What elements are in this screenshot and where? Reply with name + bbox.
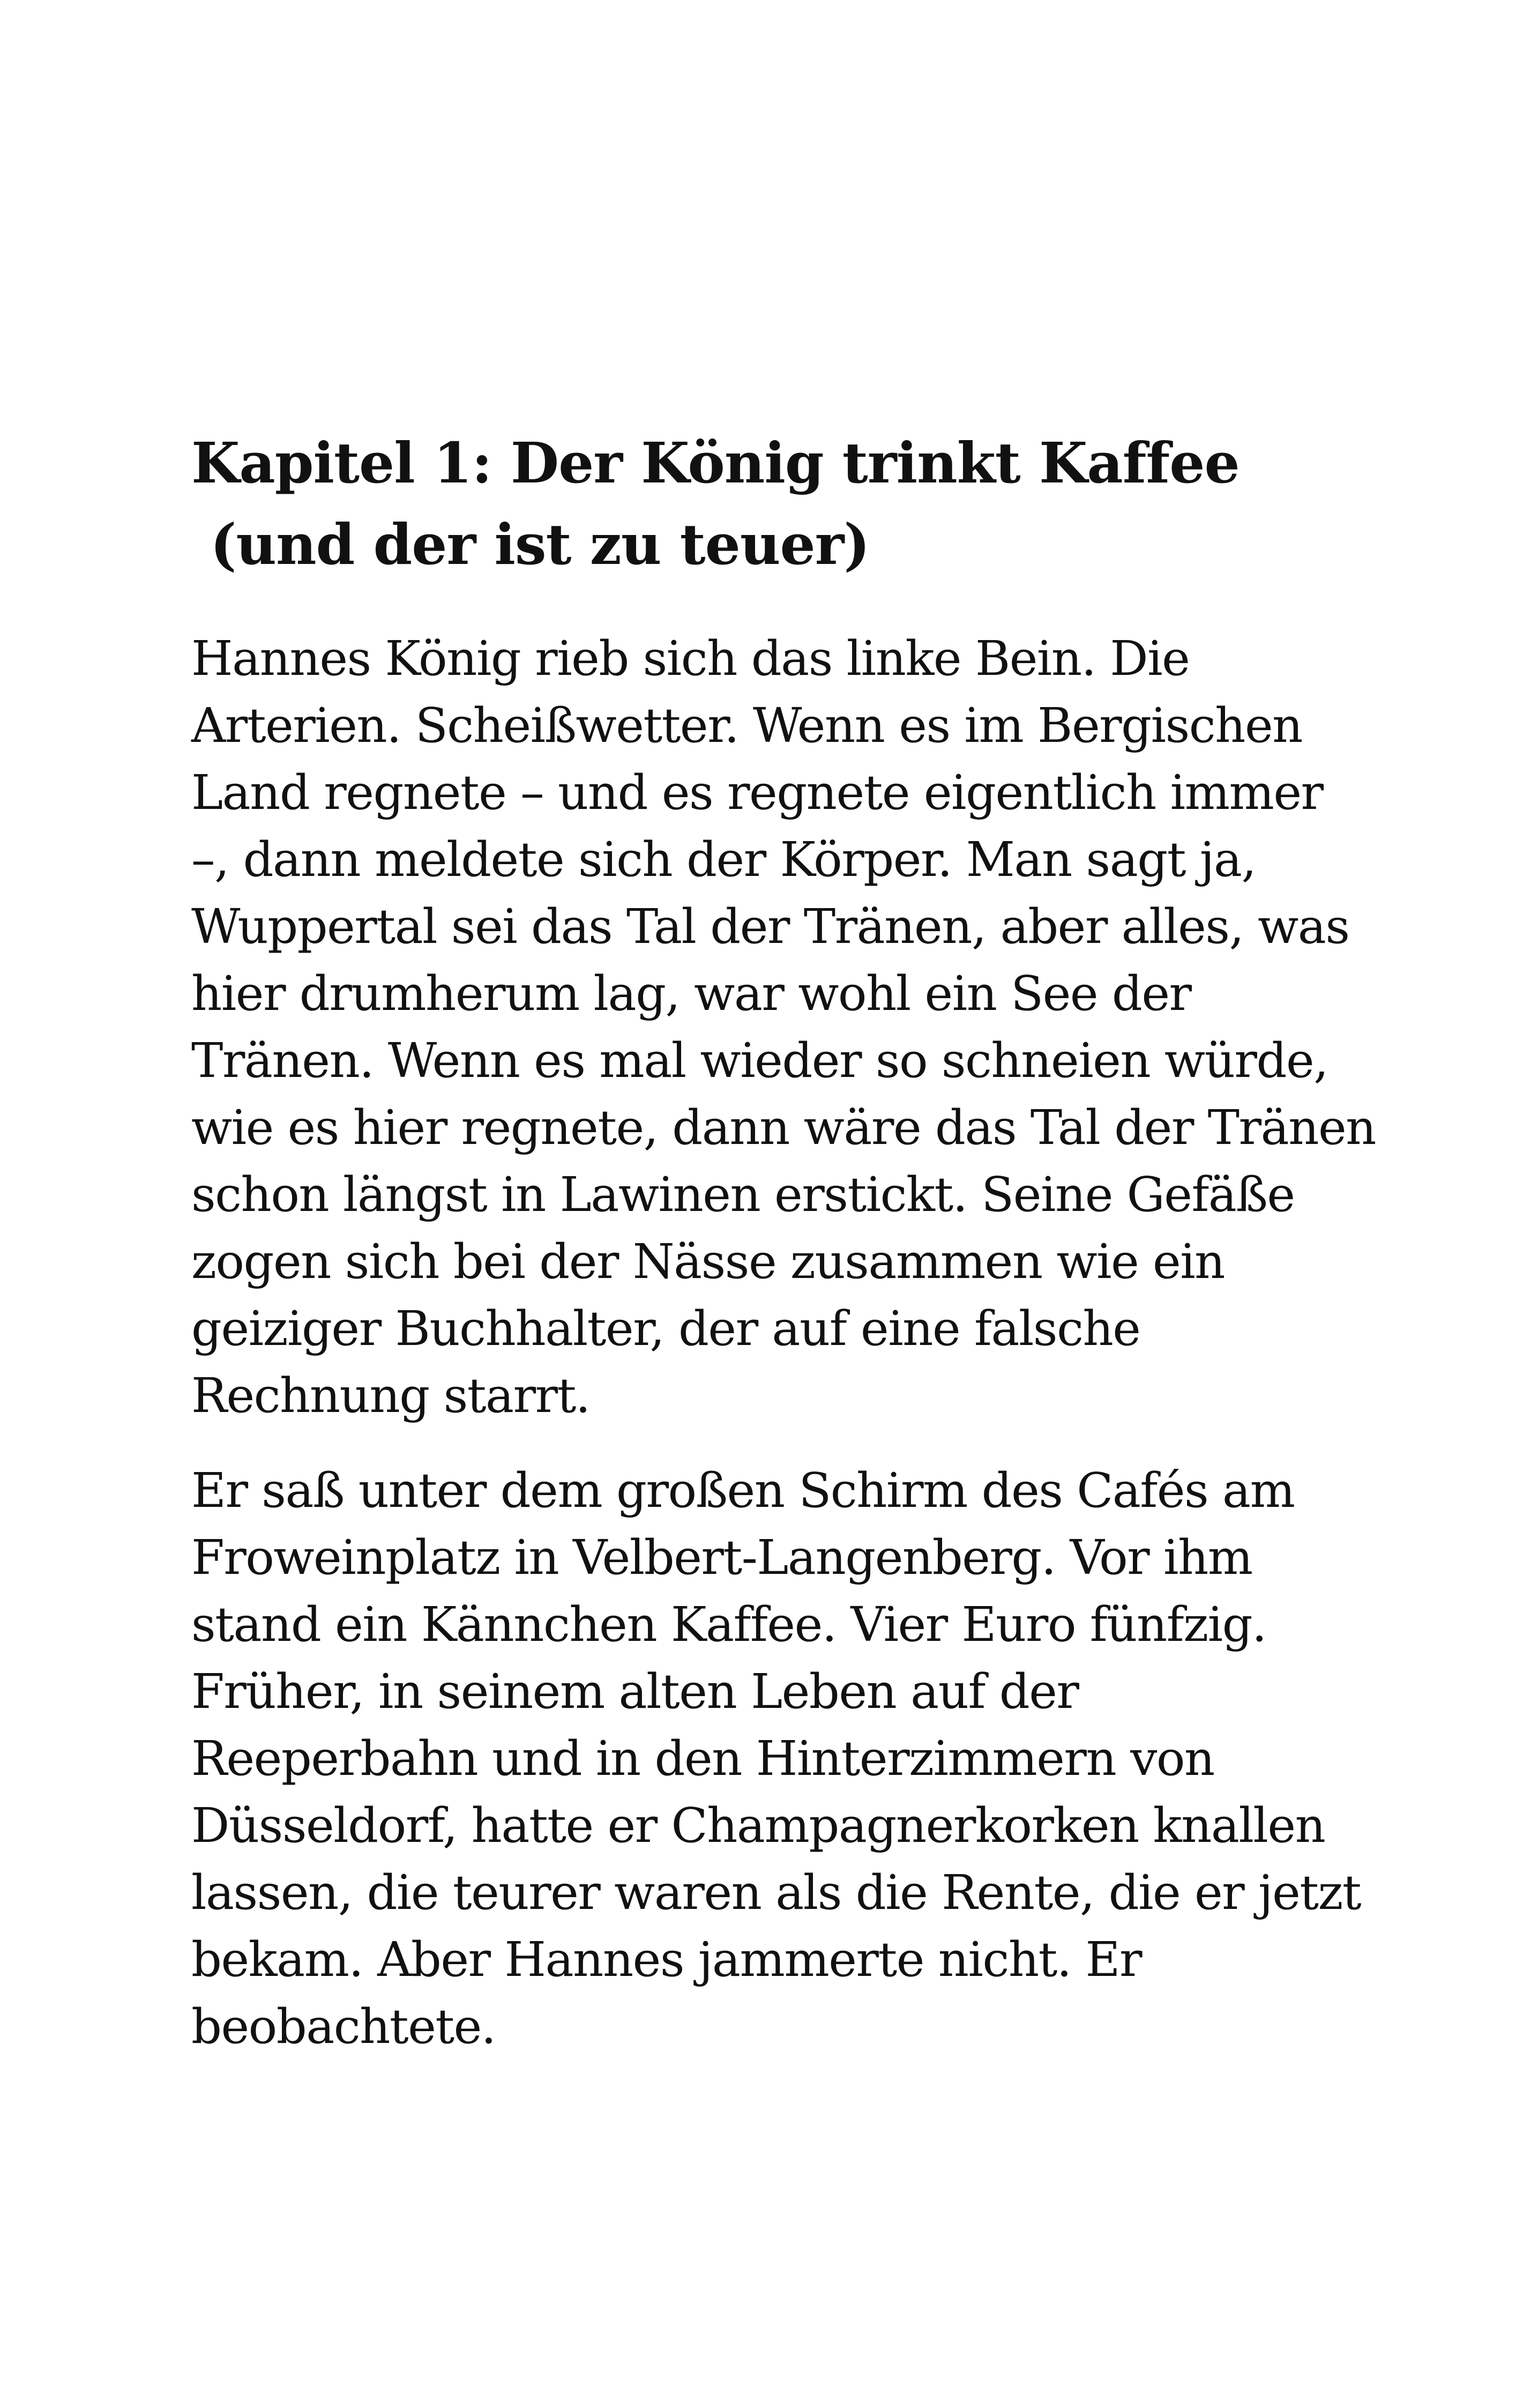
paragraph-2-line: Reeperbahn und in den Hinterzimmern von bbox=[191, 1730, 1214, 1786]
paragraph-1-line: Land regnete – und es regnete eigentlich immer bbox=[191, 764, 1323, 820]
paragraph-1-line: Hannes König rieb sich das linke Bein. Die bbox=[191, 630, 1190, 686]
paragraph-2-line: Er saß unter dem großen Schirm des Cafés am bbox=[191, 1462, 1295, 1518]
paragraph-1-line: schon längst in Lawinen erstickt. Seine Gefäße bbox=[191, 1166, 1295, 1222]
paragraph-1-line: –, dann meldete sich der Körper. Man sagt ja, bbox=[191, 831, 1256, 887]
paragraph-2 bbox=[191, 1457, 1361, 2060]
paragraph-1-line: wie es hier regnete, dann wäre das Tal der Tränen bbox=[191, 1099, 1376, 1155]
paragraph-1-line: geiziger Buchhalter, der auf eine falsche bbox=[191, 1300, 1140, 1356]
paragraph-1-line: zogen sich bei der Nässe zusammen wie ein bbox=[191, 1233, 1225, 1289]
paragraph-1-line: Wuppertal sei das Tal der Tränen, aber alles, was bbox=[191, 898, 1349, 954]
paragraph-2-line: Düsseldorf, hatte er Champagnerkorken knallen bbox=[191, 1797, 1325, 1853]
paragraph-2-line: stand ein Kännchen Kaffee. Vier Euro fünfzig. bbox=[191, 1596, 1266, 1652]
paragraph-1-line: Arterien. Scheißwetter. Wenn es im Bergischen bbox=[191, 697, 1302, 753]
paragraph-1-line: Tränen. Wenn es mal wieder so schneien würde, bbox=[191, 1032, 1328, 1088]
chapter-title-line-2: (und der ist zu teuer) bbox=[191, 511, 870, 577]
paragraph-1-line: hier drumherum lag, war wohl ein See der bbox=[191, 965, 1191, 1021]
paragraph-2-line: beobachtete. bbox=[191, 1998, 496, 2054]
chapter-heading bbox=[191, 422, 1338, 585]
paragraph-1 bbox=[191, 625, 1376, 1429]
paragraph-2-line: lassen, die teurer waren als die Rente, die er jetzt bbox=[191, 1864, 1361, 1920]
paragraph-2-line: bekam. Aber Hannes jammerte nicht. Er bbox=[191, 1931, 1141, 1987]
chapter-title-line-1: Kapitel 1: Der König trinkt Kaffee bbox=[191, 430, 1240, 496]
paragraph-1-line: Rechnung starrt. bbox=[191, 1367, 590, 1423]
paragraph-2-line: Früher, in seinem alten Leben auf der bbox=[191, 1663, 1079, 1719]
paragraph-2-line: Froweinplatz in Velbert-Langenberg. Vor ihm bbox=[191, 1529, 1252, 1585]
